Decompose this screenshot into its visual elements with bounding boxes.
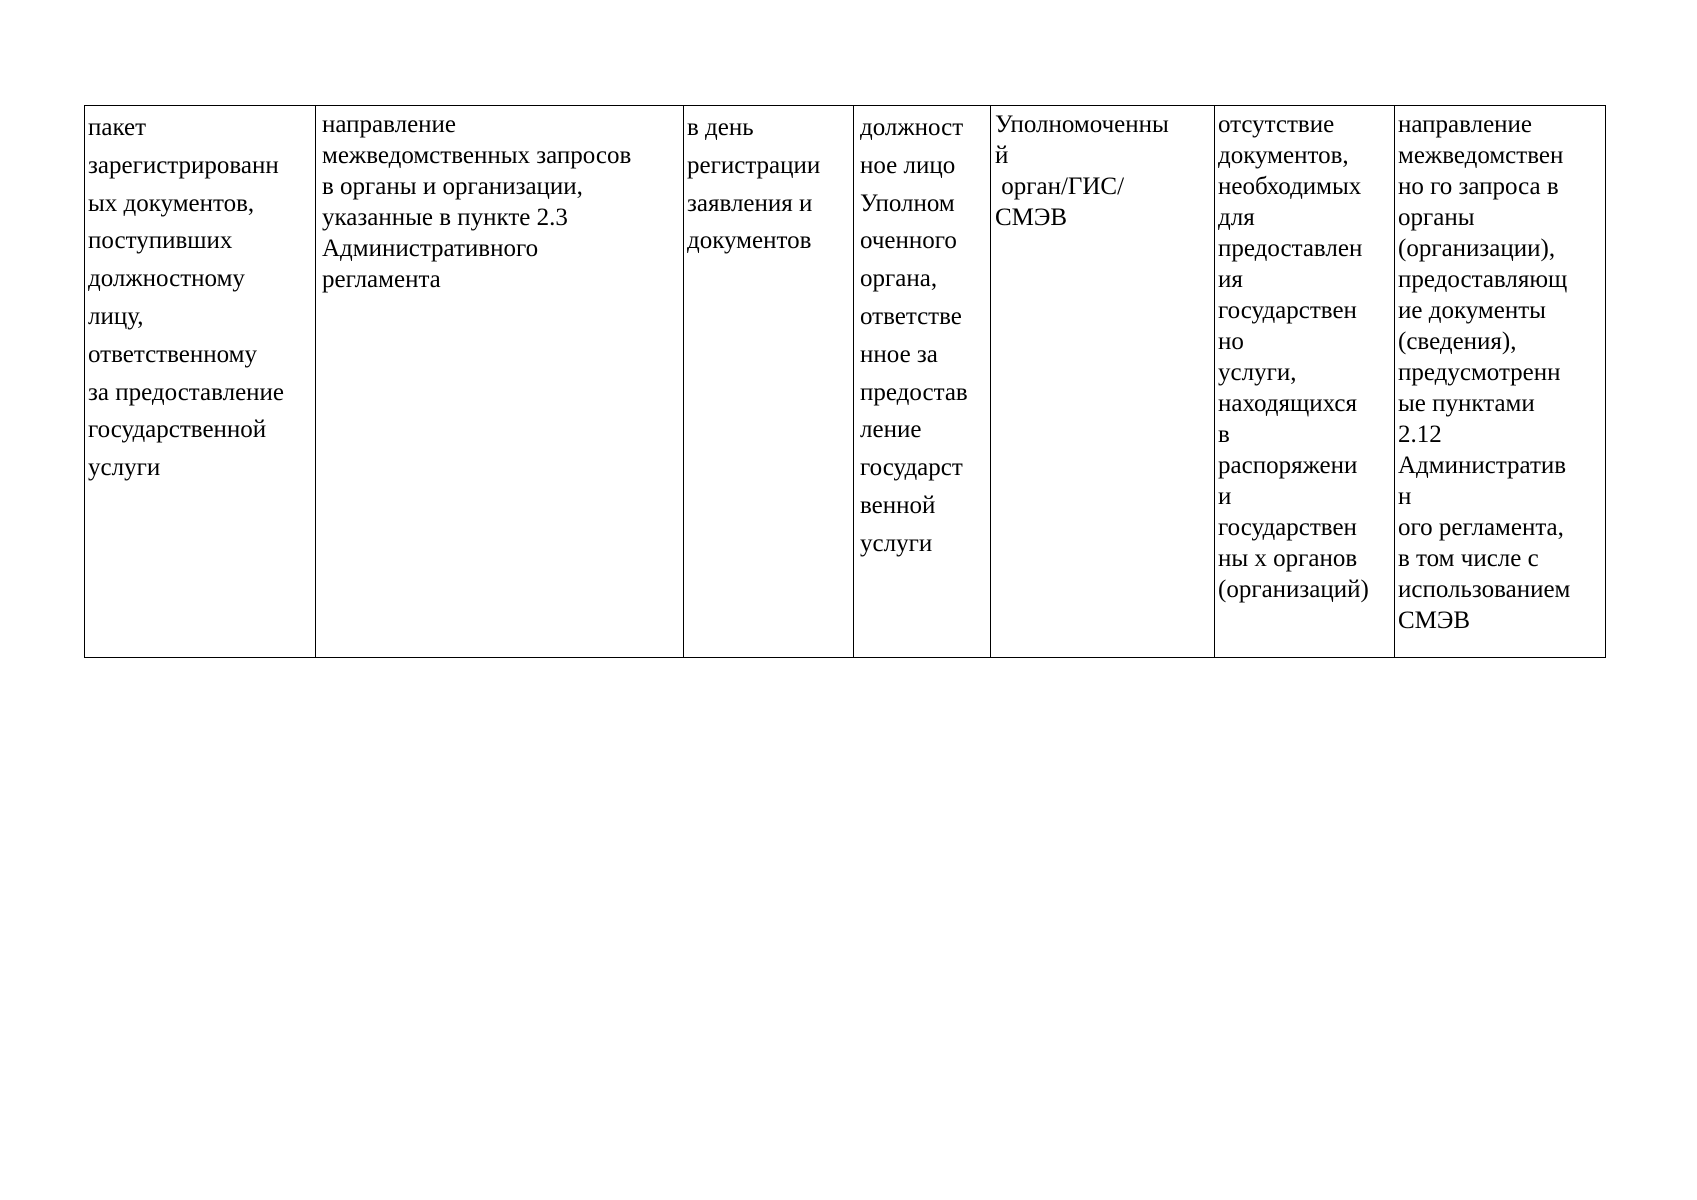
table-cell-result: [1395, 106, 1606, 658]
procedure-table: [84, 105, 1606, 658]
cell-text: должност ное лицо Уполном оченного органа, ответстве нное за предостав ление государст венной услуги: [860, 114, 968, 557]
table-cell-documents-package: [85, 106, 316, 658]
table-cell-criteria: [1215, 106, 1395, 658]
cell-text: в день регистрации заявления и документов: [687, 114, 821, 255]
table-cell-responsible-official: [854, 106, 991, 658]
cell-text: отсутствие документов, необходимых для предоставлен ия государствен но услуги, находящихся в распоряжени и государствен ны х органов (организаций): [1218, 111, 1369, 603]
cell-text: направление межведомственных запросов в органы и организации, указанные в пункте 2.3 Административного регламента: [322, 111, 632, 293]
table-cell-action: [316, 106, 684, 658]
cell-text: направление межведомствен но го запроса в органы (организации), предоставляющ ие документы (сведения), предусмотренн ые пунктами 2.12 Административ н ого регламента, в том числе с использованием СМЭВ: [1398, 111, 1571, 634]
table-cell-place: [991, 106, 1215, 658]
table-row: [85, 106, 1606, 658]
cell-text: пакет зарегистрированн ых документов, поступивших должностному лицу, ответственному за предоставление государственной услуги: [88, 114, 285, 482]
cell-text: Уполномоченны й орган/ГИС/ СМЭВ: [995, 111, 1169, 231]
table-cell-deadline: [684, 106, 854, 658]
